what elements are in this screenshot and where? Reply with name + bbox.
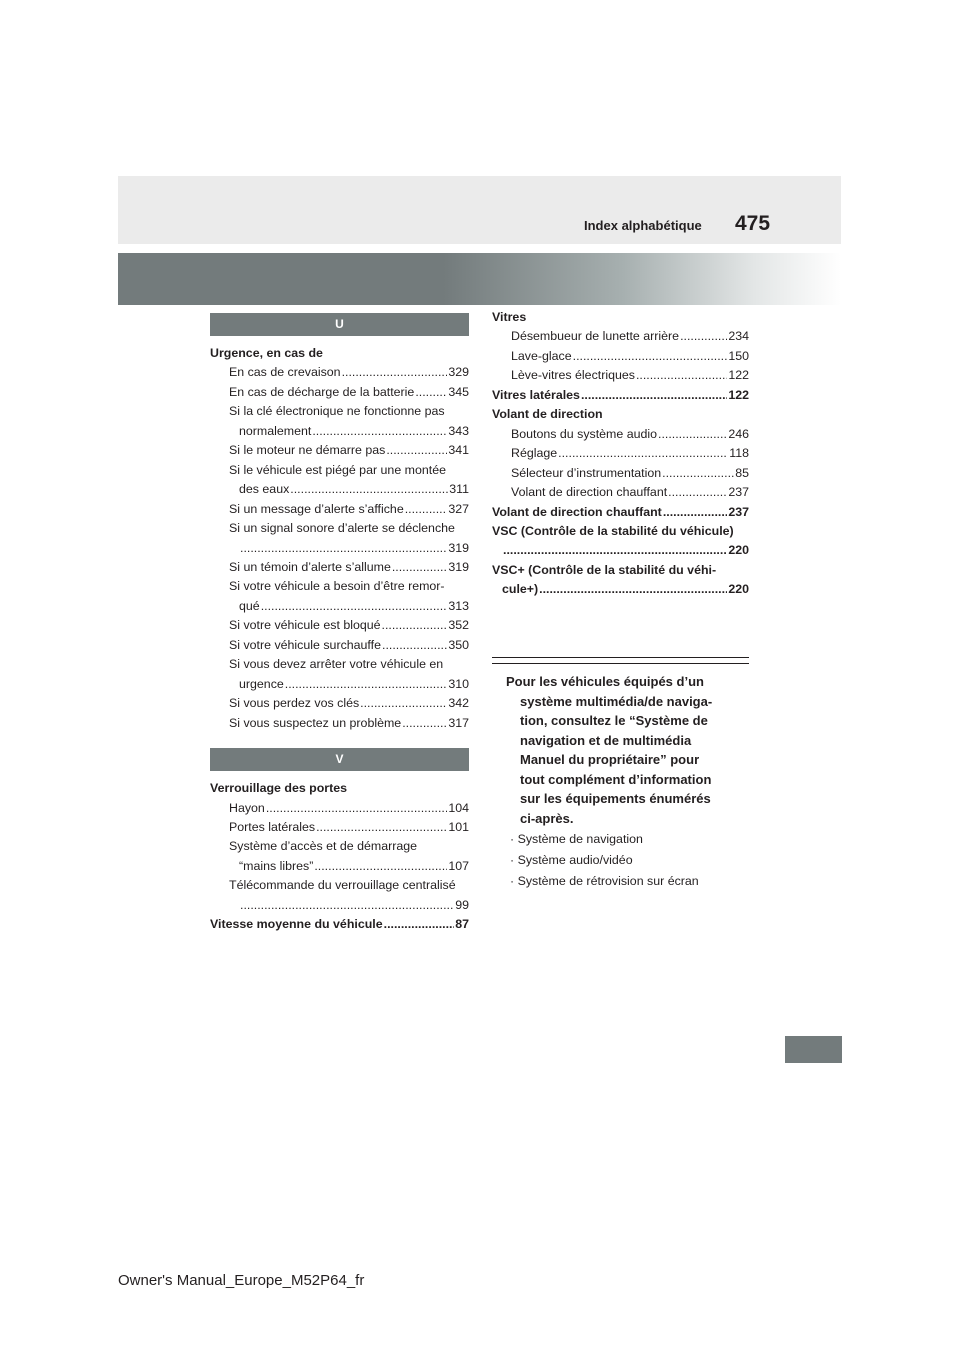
decorative-gradient-band	[118, 253, 841, 305]
entry-page: 345	[448, 384, 469, 399]
index-heading: Urgence, en cas de	[210, 346, 323, 360]
entry-text: Hayon	[229, 800, 265, 815]
note-bullet: · Système audio/vidéo	[510, 853, 633, 867]
index-entry[interactable]	[492, 464, 749, 483]
index-entry[interactable]	[210, 799, 469, 818]
index-entry[interactable]	[210, 519, 469, 558]
entry-text: qué	[239, 598, 260, 613]
entry-text: Boutons du système audio	[511, 426, 658, 441]
note-double-rule	[492, 657, 749, 664]
index-group-urgence	[210, 344, 469, 733]
entry-page: 85	[735, 465, 749, 480]
entry-page: 319	[448, 540, 469, 555]
index-entry[interactable]	[492, 366, 749, 385]
leader-dots	[266, 799, 447, 818]
index-heading: Verrouillage des portes	[210, 781, 348, 796]
index-entry[interactable]	[210, 636, 469, 655]
note-line: ci-après.	[520, 810, 574, 826]
entry-text: “mains libres”	[239, 858, 314, 873]
entry-text-line1: VSC (Contrôle de la stabilité du véhicule)	[492, 523, 734, 538]
leader-dots	[261, 597, 448, 616]
entry-text: normalement	[239, 423, 312, 438]
entry-page: 342	[448, 696, 469, 711]
index-column-left	[210, 313, 469, 935]
leader-dots	[402, 714, 447, 733]
index-entry[interactable]	[210, 441, 469, 460]
leader-dots	[680, 327, 727, 346]
leader-dots	[384, 915, 455, 934]
entry-text-line1: Si la clé électronique ne fonctionne pas	[229, 404, 445, 419]
entry-text: Si votre véhicule surchauffe	[229, 637, 381, 652]
leader-dots	[382, 636, 447, 655]
entry-text: En cas de décharge de la batterie	[229, 384, 415, 399]
footer-document-id: Owner's Manual_Europe_M52P64_fr	[118, 1272, 365, 1289]
entry-text-line1: Télécommande du verrouillage centralisé	[229, 878, 456, 893]
index-entry[interactable]	[492, 503, 749, 522]
entry-text: Si votre véhicule est bloqué	[229, 618, 381, 633]
entry-page: 122	[728, 368, 749, 383]
leader-dots	[558, 444, 728, 463]
note-line: système multimédia/de naviga-	[520, 693, 713, 709]
leader-dots	[668, 483, 727, 502]
entry-text-line1: VSC+ (Contrôle de la stabilité du véhi-	[492, 562, 717, 577]
leader-dots	[503, 541, 727, 560]
entry-text: Si vous perdez vos clés	[229, 696, 360, 711]
leader-dots	[342, 363, 448, 382]
entry-page: 310	[448, 676, 469, 691]
entry-text: Désembueur de lunette arrière	[511, 329, 680, 344]
note-line: Pour les véhicules équipés d’un	[506, 674, 704, 689]
entry-text-line1: Si vous devez arrêter votre véhicule en	[229, 657, 444, 672]
leader-dots	[240, 539, 447, 558]
note-bullet: · Système de navigation	[510, 832, 643, 846]
entry-page: 118	[729, 446, 749, 461]
entry-page: 327	[448, 501, 469, 516]
entry-page: 317	[448, 715, 469, 730]
entry-text: Portes latérales	[229, 819, 316, 834]
index-column-right	[492, 308, 749, 600]
leader-dots	[312, 422, 447, 441]
entry-page: 101	[448, 819, 469, 834]
index-entry[interactable]	[210, 558, 469, 577]
entry-text: Volant de direction chauffant	[511, 485, 668, 500]
entry-text: Si vous suspectez un problème	[229, 715, 402, 730]
entry-text: Sélecteur d’instrumentation	[511, 465, 662, 480]
entry-page: 313	[448, 598, 469, 613]
entry-page: 350	[448, 637, 469, 652]
entry-page: 246	[728, 426, 749, 441]
index-entry[interactable]	[210, 837, 469, 876]
index-entry[interactable]	[492, 444, 749, 463]
note-line: sur les équipements énumérés	[520, 791, 711, 806]
letter-divider-v: V	[210, 748, 469, 771]
index-entry[interactable]	[210, 655, 469, 694]
entry-text-line1: Système d’accès et de démarrage	[229, 839, 418, 854]
entry-page: 220	[728, 543, 749, 558]
index-group-verrouillage	[210, 779, 469, 935]
leader-dots	[360, 694, 447, 713]
index-entry[interactable]	[210, 714, 469, 733]
letter-divider-u: U	[210, 313, 469, 336]
index-entry[interactable]	[492, 327, 749, 346]
leader-dots	[539, 580, 727, 599]
index-entry[interactable]	[492, 425, 749, 444]
entry-text: Vitesse moyenne du véhicule	[210, 917, 383, 932]
leader-dots	[663, 503, 728, 522]
entry-page: 341	[448, 443, 469, 458]
index-entry[interactable]	[492, 347, 749, 366]
index-entry[interactable]	[210, 616, 469, 635]
leader-dots	[285, 675, 448, 694]
entry-text: des eaux	[239, 482, 290, 497]
entry-text-line1: Si le véhicule est piégé par une montée	[229, 462, 446, 477]
leader-dots	[662, 464, 734, 483]
note-line: tion, consultez le “Système de	[520, 713, 708, 728]
note-line: tout complément d’information	[520, 771, 712, 787]
entry-page: 343	[448, 423, 469, 438]
index-entry[interactable]	[492, 561, 749, 600]
entry-page: 220	[728, 582, 749, 597]
leader-dots	[316, 818, 447, 837]
entry-page: 352	[448, 618, 469, 633]
entry-page: 150	[728, 348, 749, 363]
entry-page: 237	[728, 504, 749, 519]
entry-page: 234	[728, 329, 749, 344]
leader-dots	[290, 480, 448, 499]
header-band	[118, 176, 841, 244]
chapter-thumb-tab	[785, 1036, 842, 1063]
index-entry[interactable]	[210, 363, 469, 382]
entry-page: 107	[448, 858, 469, 873]
leader-dots	[382, 616, 448, 635]
leader-dots	[314, 857, 447, 876]
entry-page: 99	[455, 897, 469, 912]
note-line: Manuel du propriétaire” pour	[520, 752, 700, 767]
leader-dots	[405, 500, 448, 519]
leader-dots	[581, 386, 727, 405]
leader-dots	[636, 366, 727, 385]
entry-text: urgence	[239, 676, 284, 691]
entry-text: Si un témoin d’alerte s’allume	[229, 559, 391, 574]
index-entry[interactable]	[210, 461, 469, 500]
entry-page: 329	[448, 365, 469, 380]
index-heading: Volant de direction	[492, 407, 603, 422]
leader-dots	[240, 896, 454, 915]
page-number: 475	[735, 212, 771, 235]
leader-dots	[658, 425, 727, 444]
note-bullet: · Système de rétrovision sur écran	[510, 874, 699, 888]
note-line: navigation et de multimédia	[520, 732, 692, 748]
entry-text-line1: Si votre véhicule a besoin d’être remor-	[229, 579, 445, 594]
entry-text: Lève-vitres électriques	[511, 368, 635, 383]
entry-text: Réglage	[511, 446, 558, 461]
index-entry[interactable]	[210, 500, 469, 519]
index-entry[interactable]	[210, 402, 469, 441]
index-entry[interactable]	[210, 818, 469, 837]
note-bullet-list	[510, 829, 699, 892]
entry-text-line1: Si un signal sonore d’alerte se déclenche	[229, 521, 455, 536]
leader-dots	[386, 441, 447, 460]
index-entry[interactable]	[210, 915, 469, 934]
entry-text: Vitres latérales	[492, 387, 580, 402]
entry-page: 104	[448, 800, 469, 815]
leader-dots	[573, 347, 728, 366]
section-title: Index alphabétique	[584, 218, 702, 233]
index-entry[interactable]	[210, 876, 469, 915]
index-entry[interactable]	[210, 694, 469, 713]
note-box	[492, 672, 749, 828]
entry-text: Lave-glace	[511, 348, 572, 363]
index-entry[interactable]	[492, 386, 749, 405]
index-entry[interactable]	[210, 577, 469, 616]
entry-text: En cas de crevaison	[229, 365, 341, 380]
index-entry[interactable]	[492, 522, 749, 561]
entry-text: Si un message d’alerte s’affiche	[229, 501, 404, 516]
entry-text: cule+)	[502, 582, 539, 597]
entry-text: Si le moteur ne démarre pas	[229, 443, 386, 458]
entry-page: 122	[728, 387, 749, 402]
entry-page: 237	[728, 485, 749, 500]
leader-dots	[415, 383, 447, 402]
index-heading: Vitres	[492, 310, 527, 324]
entry-page: 319	[448, 559, 469, 574]
entry-page: 87	[455, 917, 469, 932]
index-entry[interactable]	[210, 383, 469, 402]
index-entry[interactable]	[492, 483, 749, 502]
entry-text: Volant de direction chauffant	[492, 504, 662, 519]
leader-dots	[392, 558, 447, 577]
entry-page: 311	[449, 482, 469, 497]
